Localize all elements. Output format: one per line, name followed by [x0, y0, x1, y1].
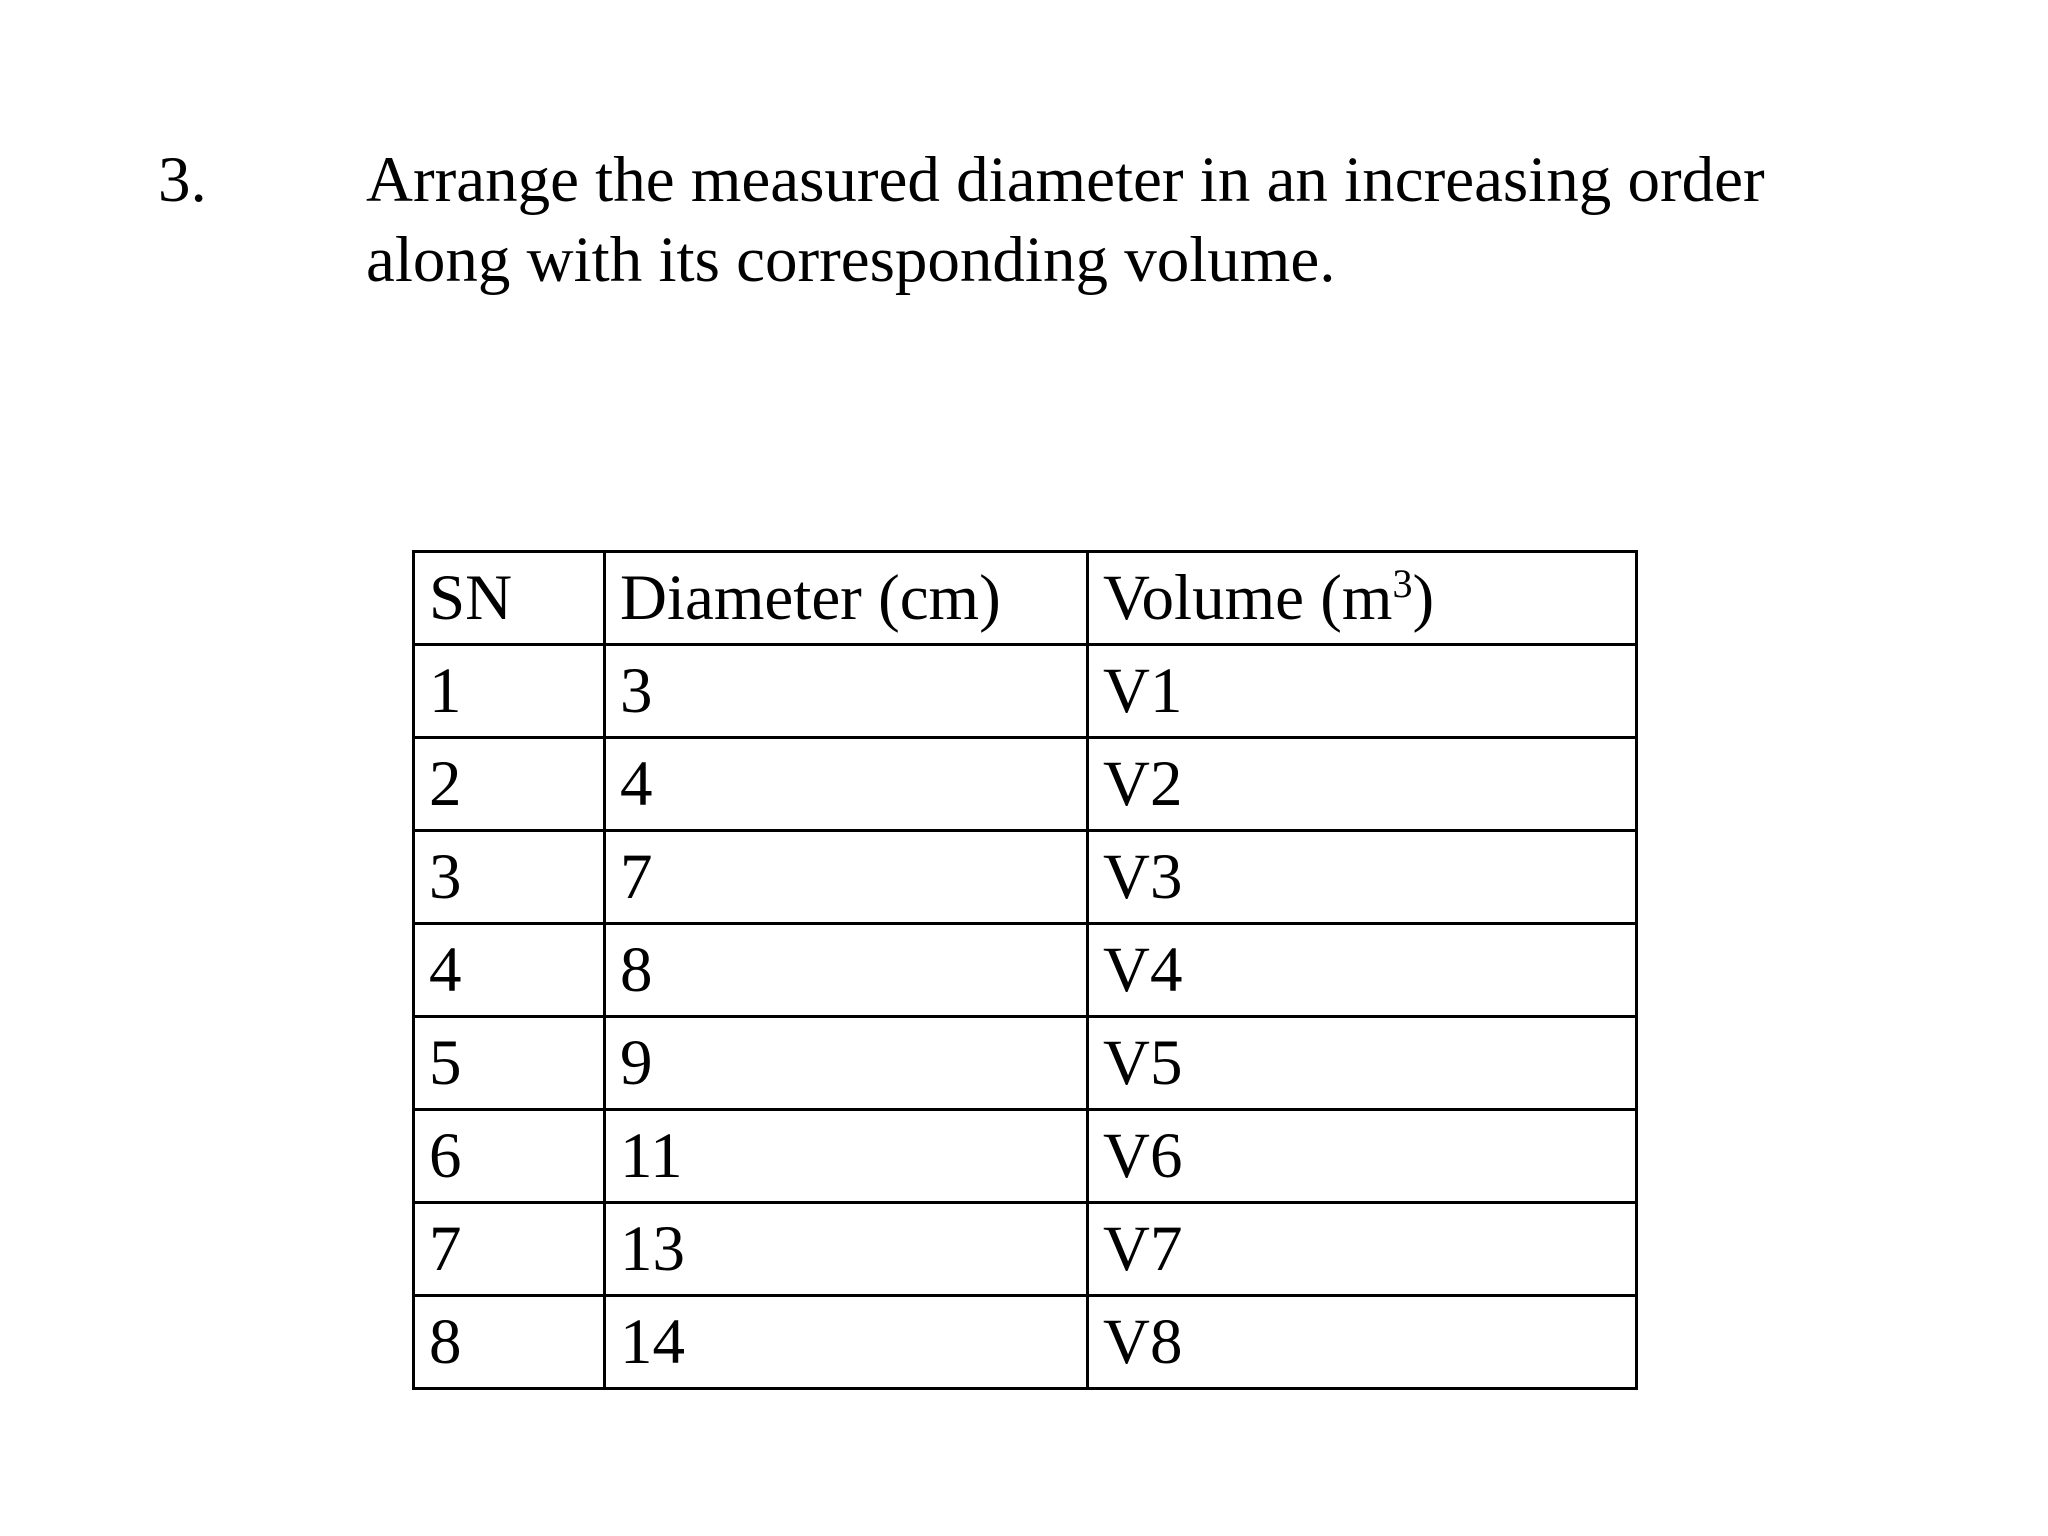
- cell-sn: 2: [414, 738, 605, 831]
- header-volume-suffix: ): [1412, 561, 1435, 634]
- cell-diameter: 14: [605, 1296, 1088, 1389]
- question-line-2: along with its corresponding volume.: [366, 224, 1336, 296]
- cell-sn: 8: [414, 1296, 605, 1389]
- cell-volume: V7: [1088, 1203, 1637, 1296]
- cell-volume: V8: [1088, 1296, 1637, 1389]
- cell-sn: 7: [414, 1203, 605, 1296]
- table-row: [414, 1110, 1637, 1203]
- cell-volume: V1: [1088, 645, 1637, 738]
- cell-volume: V5: [1088, 1017, 1637, 1110]
- cell-volume: V6: [1088, 1110, 1637, 1203]
- table-row: [414, 738, 1637, 831]
- table-row: [414, 1017, 1637, 1110]
- cell-volume: V3: [1088, 831, 1637, 924]
- cell-sn: 6: [414, 1110, 605, 1203]
- header-volume: [1088, 552, 1637, 645]
- header-sn: SN: [414, 552, 605, 645]
- cell-volume: V2: [1088, 738, 1637, 831]
- cell-sn: 3: [414, 831, 605, 924]
- cell-diameter: 4: [605, 738, 1088, 831]
- table-row: [414, 831, 1637, 924]
- cell-diameter: 8: [605, 924, 1088, 1017]
- header-volume-prefix: Volume (m: [1103, 561, 1393, 634]
- cell-sn: 5: [414, 1017, 605, 1110]
- cell-diameter: 11: [605, 1110, 1088, 1203]
- table-row: [414, 1296, 1637, 1389]
- question-text: [366, 140, 1926, 300]
- table-row: [414, 1203, 1637, 1296]
- header-volume-exponent: 3: [1392, 560, 1413, 606]
- cell-volume: V4: [1088, 924, 1637, 1017]
- question-line-1: Arrange the measured diameter in an increasing order: [366, 144, 1765, 216]
- question-number: 3.: [158, 144, 207, 216]
- cell-diameter: 9: [605, 1017, 1088, 1110]
- cell-sn: 1: [414, 645, 605, 738]
- table-row: [414, 924, 1637, 1017]
- header-diameter: Diameter (cm): [605, 552, 1088, 645]
- table-header-row: [414, 552, 1637, 645]
- cell-diameter: 13: [605, 1203, 1088, 1296]
- cell-sn: 4: [414, 924, 605, 1017]
- table-row: [414, 645, 1637, 738]
- cell-diameter: 7: [605, 831, 1088, 924]
- cell-diameter: 3: [605, 645, 1088, 738]
- diameter-volume-table: [412, 550, 1638, 1390]
